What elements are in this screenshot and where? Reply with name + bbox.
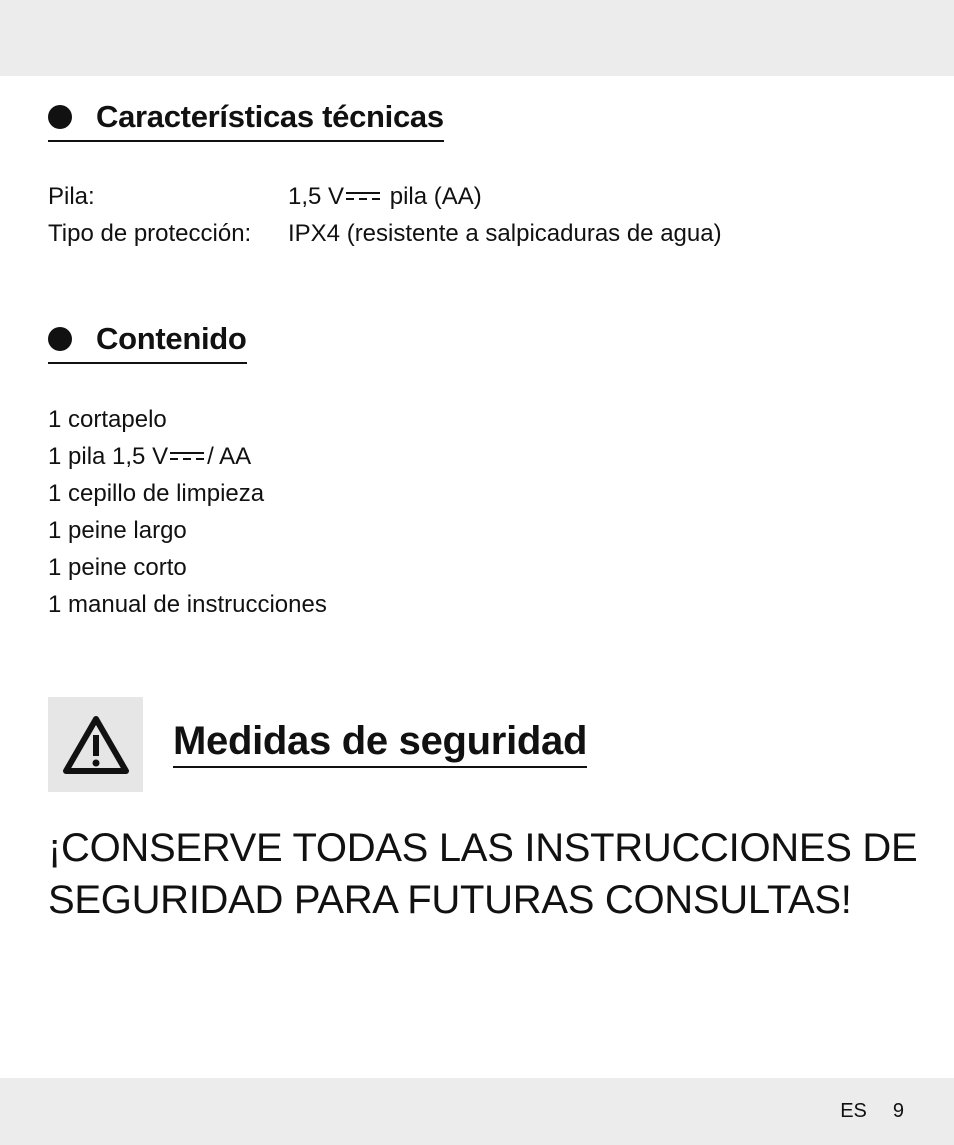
spec-value-voltage: 1,5 V	[288, 183, 345, 210]
contents-heading	[48, 320, 247, 364]
list-item: 1 cepillo de limpieza	[48, 480, 265, 507]
list-item	[48, 438, 327, 475]
list-item: 1 peine corto	[48, 554, 187, 581]
spec-row-protection	[48, 215, 722, 252]
contents-list	[48, 401, 327, 623]
safety-title: Medidas de seguridad	[173, 718, 587, 768]
list-item: 1 cortapelo	[48, 406, 167, 433]
list-item-text: / AA	[207, 443, 252, 470]
spec-label: Tipo de protección:	[48, 220, 252, 247]
warning-box	[48, 697, 143, 792]
list-item: 1 peine largo	[48, 517, 187, 544]
list-item: 1 manual de instrucciones	[48, 591, 327, 618]
specs-title: Características técnicas	[96, 99, 444, 134]
list-item-text: 1 pila 1,5 V	[48, 443, 169, 470]
specs-heading	[48, 98, 444, 142]
top-band	[0, 0, 954, 76]
spec-value: IPX4 (resistente a salpicaduras de agua)	[288, 220, 722, 247]
bullet-icon	[48, 327, 72, 351]
specs-table	[48, 178, 722, 252]
warning-triangle-icon	[60, 713, 132, 777]
spec-value	[288, 178, 482, 215]
spec-value-type: pila (AA)	[383, 183, 482, 210]
page-footer	[840, 1100, 904, 1123]
contents-title: Contenido	[96, 321, 247, 356]
page-number: 9	[892, 1100, 904, 1122]
dc-symbol-icon	[346, 190, 380, 202]
dc-symbol-icon	[170, 450, 204, 462]
language-code: ES	[840, 1100, 867, 1122]
spec-label: Pila:	[48, 183, 95, 210]
bottom-band	[0, 1078, 954, 1145]
bullet-icon	[48, 105, 72, 129]
spec-row-battery	[48, 178, 722, 215]
safety-notice: ¡CONSERVE TODAS LAS INSTRUCCIONES DE SEGURIDAD PARA FUTURAS CONSULTAS!	[48, 826, 918, 922]
